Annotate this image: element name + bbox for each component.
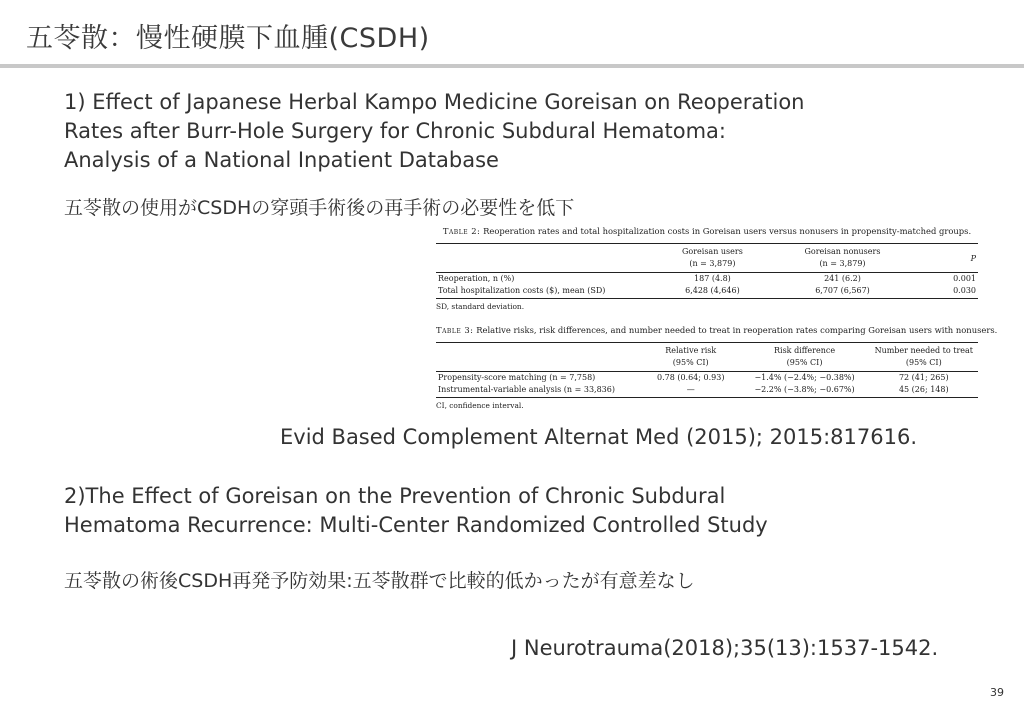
table-cell: 0.030	[913, 285, 978, 299]
ref1-citation: Evid Based Complement Alternat Med (2015); 2015:817616.	[280, 425, 918, 449]
table-cell: 0.78 (0.64; 0.93)	[656, 373, 725, 382]
ref1-title-line: Analysis of a National Inpatient Database	[64, 148, 499, 172]
table3-header: Risk difference	[740, 343, 870, 358]
table2-header: (n = 3,879)	[653, 258, 772, 273]
table2-caption	[436, 226, 978, 236]
table2-caption-text: Reoperation rates and total hospitalization costs in Goreisan users versus nonusers in propensity-matched groups.	[483, 226, 972, 236]
table2-note: SD, standard deviation.	[436, 302, 525, 311]
paper-tables-image	[436, 226, 998, 424]
table3-note: CI, confidence interval.	[436, 401, 524, 410]
table-cell: Propensity-score matching (n = 7,758)	[438, 373, 596, 382]
table-row	[436, 273, 978, 286]
table2-header: P	[913, 244, 978, 273]
title-divider	[0, 64, 1024, 68]
table3	[436, 342, 978, 398]
ref1-title-line: 1) Effect of Japanese Herbal Kampo Medicine Goreisan on Reoperation	[64, 90, 805, 114]
ref2-summary: 五苓散の術後CSDH再発予防効果:五苓散群で比較的低かったが有意差なし	[64, 570, 695, 592]
table2-header: (n = 3,879)	[772, 258, 913, 273]
ref1-summary: 五苓散の使用がCSDHの穿頭手術後の再手術の必要性を低下	[64, 197, 575, 219]
table-cell: 72 (41; 265)	[898, 373, 949, 382]
ref2-title	[64, 482, 768, 540]
table-cell: Instrumental-variable analysis (n = 33,836)	[436, 384, 642, 398]
table3-header: (95% CI)	[740, 357, 870, 372]
table3-label: Table 3:	[436, 325, 474, 335]
table-cell: −2.2% (−3.8%; −0.67%)	[740, 384, 870, 398]
table3-caption	[436, 325, 998, 335]
ref2-title-line: Hematoma Recurrence: Multi-Center Randomized Controlled Study	[64, 513, 768, 537]
table2-header: Goreisan nonusers	[772, 244, 913, 259]
table-cell: 6,428 (4,646)	[653, 285, 772, 299]
table-cell: 187 (4.8)	[694, 274, 731, 283]
table-cell: 241 (6.2)	[824, 274, 861, 283]
table-row	[436, 285, 978, 299]
page-number: 39	[990, 686, 1004, 699]
table3-caption-text: Relative risks, risk differences, and number needed to treat in reoperation rates comparing Goreisan users with nonusers.	[476, 325, 998, 335]
ref2-citation: J Neurotrauma(2018);35(13):1537-1542.	[511, 636, 939, 660]
table2-label: Table 2:	[442, 226, 481, 236]
table-cell: —	[642, 384, 740, 398]
table2	[436, 243, 978, 299]
table3-header: (95% CI)	[642, 357, 740, 372]
table-row	[436, 372, 978, 385]
table-cell: −1.4% (−2.4%; −0.38%)	[754, 373, 855, 382]
table-cell: 45 (26; 148)	[870, 384, 978, 398]
table3-header: (95% CI)	[870, 357, 978, 372]
ref1-title-line: Rates after Burr-Hole Surgery for Chronic Subdural Hematoma:	[64, 119, 726, 143]
table2-header: Goreisan users	[653, 244, 772, 259]
table-cell: 0.001	[953, 274, 976, 283]
table-row	[436, 384, 978, 398]
table-cell: Reoperation, n (%)	[438, 274, 515, 283]
ref1-title	[64, 88, 804, 175]
table-cell: Total hospitalization costs ($), mean (SD)	[436, 285, 653, 299]
table3-header: Number needed to treat	[870, 343, 978, 358]
table3-header: Relative risk	[642, 343, 740, 358]
table-cell: 6,707 (6,567)	[772, 285, 913, 299]
slide-title: 五苓散：慢性硬膜下血腫(CSDH)	[26, 23, 430, 54]
ref2-title-line: 2)The Effect of Goreisan on the Prevention of Chronic Subdural	[64, 484, 726, 508]
